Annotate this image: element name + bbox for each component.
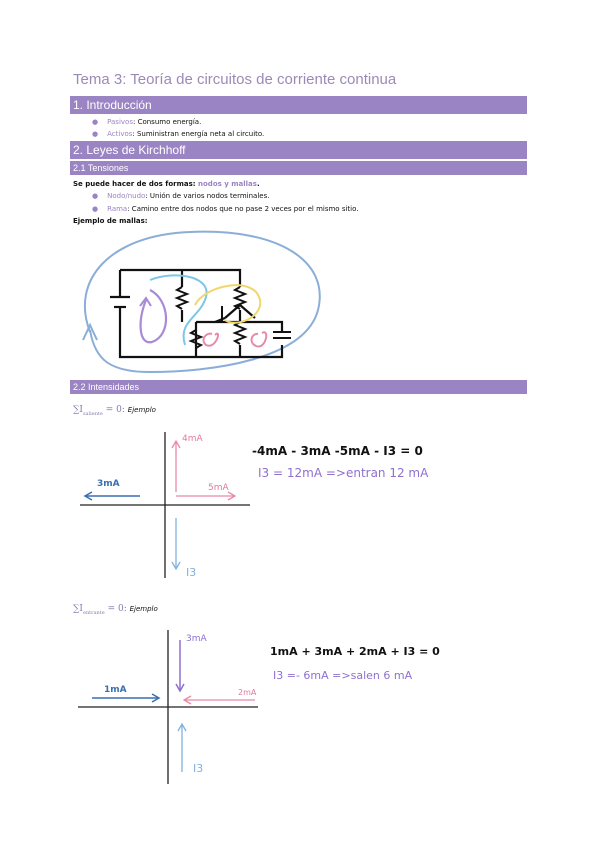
label-I3: I3 [186, 566, 197, 579]
sum-saliente-formula: $\sum I_{saliente} = 0$: Ejemplo [73, 405, 156, 417]
sum-entrante-formula: $\sum I_{entrante} = 0$: Ejemplo [73, 604, 158, 616]
bullet-icon: ● [92, 118, 99, 126]
label-2mA: 2mA [238, 688, 257, 697]
arrow-up-I3 [178, 724, 186, 772]
equation-2: 1mA + 3mA + 2mA + I3 = 0 [270, 645, 440, 658]
label-I3-2: I3 [193, 762, 204, 775]
bullet-icon: ● [92, 130, 99, 138]
list-item: ● Rama: Camino entre dos nodos que no pase 2 veces por el mismo sitio. [92, 205, 359, 213]
subsection-tensiones-heading: 2.1 Tensiones [70, 161, 527, 175]
section-introduccion-heading: 1. Introducción [70, 96, 527, 114]
list-item: ● Pasivos: Consumo energía. [92, 118, 202, 126]
list-item: ● Activos: Suministran energía neta al circuito. [92, 130, 265, 138]
label-1mA: 1mA [104, 685, 127, 695]
subsection-intensidades-heading: 2.2 Intensidades [70, 380, 527, 394]
section-kirchhoff-heading: 2. Leyes de Kirchhoff [70, 141, 527, 159]
bullet-icon: ● [92, 205, 99, 213]
arrow-down-3mA [176, 640, 184, 691]
equation-2-result: I3 =- 6mA =>salen 6 mA [273, 669, 413, 682]
bullet-icon: ● [92, 192, 99, 200]
label-3mA-2: 3mA [186, 634, 207, 644]
arrow-left-2mA [184, 696, 255, 704]
tensiones-intro: Se puede hacer de dos formas: nodos y mallas. [73, 180, 260, 188]
arrow-right-1mA [92, 694, 159, 702]
list-item: ● Nodo/nudo: Unión de varios nodos terminales. [92, 192, 270, 200]
axes-2 [78, 630, 258, 784]
example-label: Ejemplo de mallas: [73, 217, 148, 225]
equation-1: -4mA - 3mA -5mA - I3 = 0 [252, 444, 423, 458]
document-title: Tema 3: Teoría de circuitos de corriente continua [73, 71, 397, 88]
equation-1-result: I3 = 12mA =>entran 12 mA [258, 466, 429, 480]
label-3mA: 3mA [97, 479, 120, 489]
label-4mA: 4mA [182, 434, 203, 444]
label-5mA: 5mA [208, 483, 229, 493]
